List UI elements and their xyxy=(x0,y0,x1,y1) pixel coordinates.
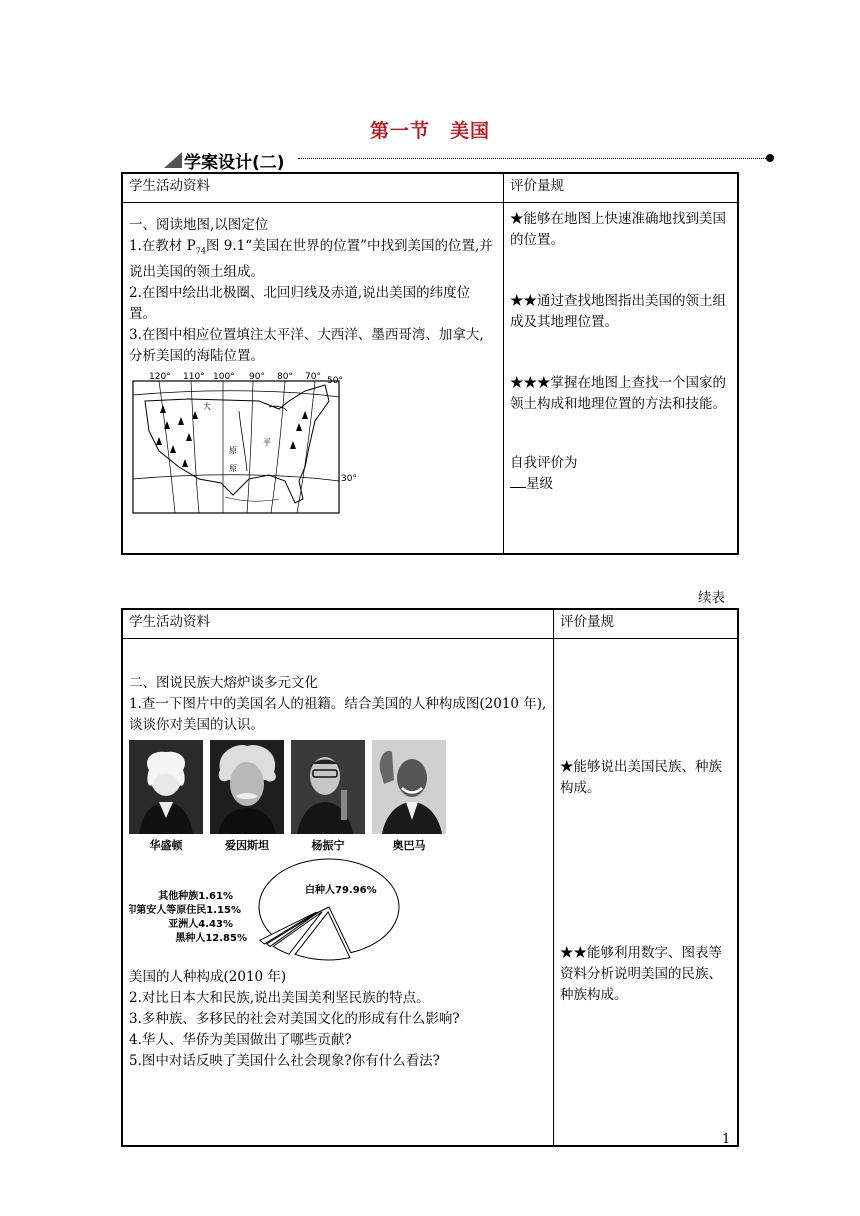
t2-criteria2: ★★能够利用数字、图表等资料分析说明美国的民族、种族构成。 xyxy=(560,945,722,1003)
page-number: 1 xyxy=(722,1132,731,1147)
t1-section-title: 一、阅读地图,以图定位 xyxy=(129,217,269,233)
t2-col1-header: 学生活动资料 xyxy=(122,609,554,639)
t2-item3: 3.多种族、多移民的社会对美国文化的形成有什么影响? xyxy=(129,1011,460,1027)
t1-self-eval-label: 自我评价为 xyxy=(510,455,578,471)
t1-self-eval-line: 星级 xyxy=(510,474,731,495)
pie-label-2: 亚洲人4.43% xyxy=(168,919,233,930)
pie-label-1: 黑种人12.85% xyxy=(175,933,247,944)
lon-label-3: 90° xyxy=(249,371,265,382)
t1-criteria3: ★★★掌握在地图上查找一个国家的领土构成和地理位置的方法和技能。 xyxy=(510,375,726,412)
portrait-washington xyxy=(129,740,203,834)
lon-label-2: 100° xyxy=(213,371,235,382)
pie-caption: 美国的人种构成(2010 年) xyxy=(129,969,287,985)
t2-content-cell xyxy=(122,639,554,1147)
lon-label-0: 120° xyxy=(149,371,171,382)
usa-map xyxy=(129,371,369,521)
portrait-yang xyxy=(291,740,365,834)
t1-criteria-cell xyxy=(504,203,739,555)
banner-dotted-line xyxy=(298,158,772,159)
lon-label-4: 80° xyxy=(277,371,293,382)
usa-map-svg xyxy=(129,371,369,521)
t1-item2: 2.在图中绘出北极圈、北回归线及赤道,说出美国的纬度位置。 xyxy=(129,284,471,322)
star-blank[interactable] xyxy=(510,487,526,488)
t2-col2-header: 评价量规 xyxy=(554,609,739,639)
t1-item1: 1.在教材 $P_{74}$图 9.1“美国在世界的位置”中找到美国的位置,并说出美国的领土组成。 xyxy=(129,238,493,280)
caption-washington: 华盛顿 xyxy=(149,839,183,852)
pie-label-0: 白种人79.96% xyxy=(305,885,377,896)
portrait-captions xyxy=(129,836,547,855)
portrait-einstein xyxy=(210,740,284,834)
lon-label-1: 110° xyxy=(183,371,205,382)
banner-dot-icon xyxy=(766,154,774,162)
banner-label: 学案设计(二) xyxy=(184,153,285,173)
region-label-3: 原 xyxy=(229,463,237,473)
ethnicity-pie-chart xyxy=(129,855,409,967)
t1-col1-header: 学生活动资料 xyxy=(122,173,504,203)
region-label-1: 原 xyxy=(229,445,237,455)
t1-item3: 3.在图中相应位置填注太平洋、大西洋、墨西哥湾、加拿大,分析美国的海陆位置。 xyxy=(129,326,484,364)
section-banner xyxy=(160,148,780,173)
t1-criteria2: ★★通过查找地图指出美国的领土组成及其地理位置。 xyxy=(510,293,726,330)
page-title: 第一节 美国 xyxy=(369,120,490,142)
pie-svg xyxy=(129,855,409,967)
activity-table-1 xyxy=(121,172,739,555)
t2-item4: 4.华人、华侨为美国做出了哪些贡献? xyxy=(129,1032,352,1048)
region-label-0: 大 xyxy=(203,401,211,411)
t1-col2-header: 评价量规 xyxy=(504,173,739,203)
portrait-row xyxy=(129,740,547,834)
t2-item2: 2.对比日本大和民族,说出美国美利坚民族的特点。 xyxy=(129,990,430,1006)
portrait-obama xyxy=(372,740,446,834)
caption-einstein: 爱因斯坦 xyxy=(225,839,269,852)
t1-content-cell xyxy=(122,203,504,555)
activity-table-2 xyxy=(121,608,739,1147)
banner-triangle-icon xyxy=(164,152,182,168)
t2-item5: 5.图中对话反映了美国什么社会现象?你有什么看法? xyxy=(129,1053,440,1069)
caption-yang: 杨振宁 xyxy=(311,839,345,852)
region-label-2: 平 xyxy=(263,437,271,447)
continued-label: 续表 xyxy=(698,590,725,606)
lon-label-5: 70° xyxy=(305,371,321,382)
t2-section-title: 二、图说民族大熔炉谈多元文化 xyxy=(129,675,318,691)
pie-label-3: 印第安人等原住民1.15% xyxy=(129,905,241,916)
t2-criteria1: ★能够说出美国民族、种族构成。 xyxy=(560,759,722,796)
t2-criteria-cell xyxy=(554,639,739,1147)
t1-criteria1: ★能够在地图上快速准确地找到美国的位置。 xyxy=(510,211,726,248)
lat-label-50: 50° xyxy=(327,375,343,386)
caption-obama: 奥巴马 xyxy=(392,839,426,852)
lat-label-30: 30° xyxy=(341,473,357,484)
pie-label-4: 其他种族1.61% xyxy=(158,891,233,902)
t2-item1: 1.查一下图片中的美国名人的祖籍。结合美国的人种构成图(2010 年),谈谈你对美国的认识。 xyxy=(129,696,547,733)
